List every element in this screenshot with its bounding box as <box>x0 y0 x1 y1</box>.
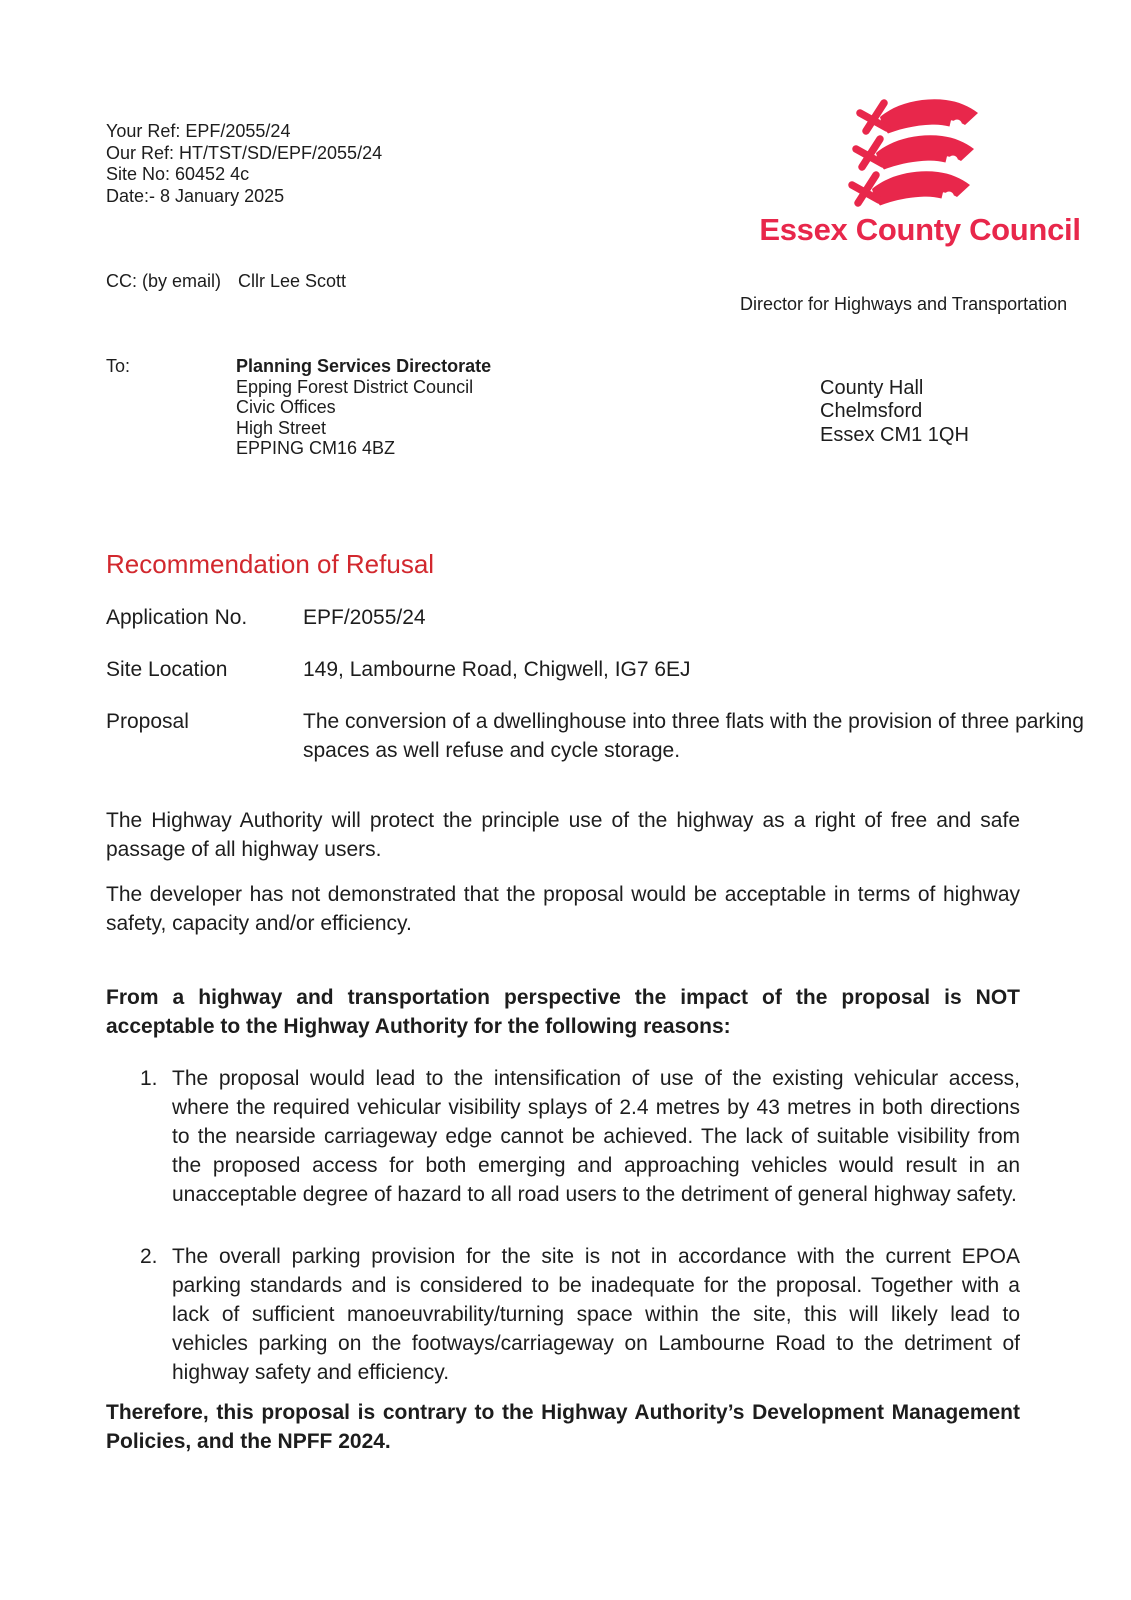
conclusion-paragraph: Therefore, this proposal is contrary to the Highway Authority’s Development Management Policies, and the NPFF 2024. <box>106 1401 1020 1453</box>
detail-label: Application No. <box>106 606 248 629</box>
to-label: To: <box>106 356 131 376</box>
reason-item <box>106 1242 1020 1387</box>
reason-text: The proposal would lead to the intensification of use of the existing vehicular access, where the required vehicular visibility splays of 2.4 metres by 43 metres in both directions to the nearside carriageway edge cannot be achieved. The lack of suitable visibility from the proposed access for both emerging and approaching vehicles would result in an unacceptable degree of hazard to all road users to the detriment of general highway safety. <box>172 1067 1020 1206</box>
sender-address <box>820 377 969 447</box>
detail-value: 149, Lambourne Road, Chigwell, IG7 6EJ <box>303 658 691 681</box>
three-seaxes-icon <box>845 97 985 209</box>
detail-row-application-no <box>106 603 1093 632</box>
detail-value: EPF/2055/24 <box>303 606 426 629</box>
body-paragraph: The Highway Authority will protect the principle use of the highway as a right of free and safe passage of all highway users. <box>106 809 1020 861</box>
detail-label: Proposal <box>106 710 189 733</box>
recipient-line: High Street <box>236 417 327 438</box>
recipient-address <box>236 356 491 459</box>
director-title: Director for Highways and Transportation <box>740 294 1068 314</box>
site-no-line: Site No: 60452 4c <box>106 164 250 184</box>
body-paragraph: The developer has not demonstrated that the proposal would be acceptable in terms of highway safety, capacity and/or efficiency. <box>106 883 1020 935</box>
council-logo-wordmark: Essex County Council <box>759 212 1081 247</box>
sender-address-line: Essex CM1 1QH <box>820 423 969 446</box>
reason-number: 2. <box>140 1245 158 1268</box>
your-ref-line: Your Ref: EPF/2055/24 <box>106 121 291 141</box>
reference-block <box>106 121 382 207</box>
reasons-intro: From a highway and transportation perspective the impact of the proposal is NOT acceptable to the Highway Authority for the following reasons: <box>106 986 1020 1038</box>
cc-label: CC: (by email) <box>106 271 222 291</box>
recipient-line: Civic Offices <box>236 397 336 417</box>
recipient-line: EPPING CM16 4BZ <box>236 438 396 458</box>
council-logo <box>845 97 985 214</box>
letter-title: Recommendation of Refusal <box>106 549 435 579</box>
reason-item <box>106 1064 1020 1209</box>
our-ref-line: Our Ref: HT/TST/SD/EPF/2055/24 <box>106 142 383 163</box>
reason-number: 1. <box>140 1067 158 1090</box>
reason-text: The overall parking provision for the site is not in accordance with the current EPOA parking standards and is considered to be inadequate for the proposal. Together with a lack of sufficient manoeuvrability/turning space within the site, this will likely lead to vehicles parking on the footways/carriageway on Lambourne Road to the detriment of highway safety and efficiency. <box>172 1245 1020 1384</box>
sender-address-line: Chelmsford <box>820 400 923 423</box>
sender-address-line: County Hall <box>820 377 924 399</box>
detail-row-site-location <box>106 655 1093 684</box>
cc-recipient: Cllr Lee Scott <box>238 271 347 291</box>
detail-value: The conversion of a dwellinghouse into three flats with the provision of three parking spaces as well refuse and cycle storage. <box>303 710 1084 762</box>
recipient-line: Planning Services Directorate <box>236 356 492 376</box>
date-line: Date:- 8 January 2025 <box>106 185 285 206</box>
recipient-line: Epping Forest District Council <box>236 376 474 397</box>
detail-row-proposal <box>106 707 1093 765</box>
application-details <box>106 603 1093 788</box>
detail-label: Site Location <box>106 658 228 681</box>
cc-row <box>106 271 346 292</box>
